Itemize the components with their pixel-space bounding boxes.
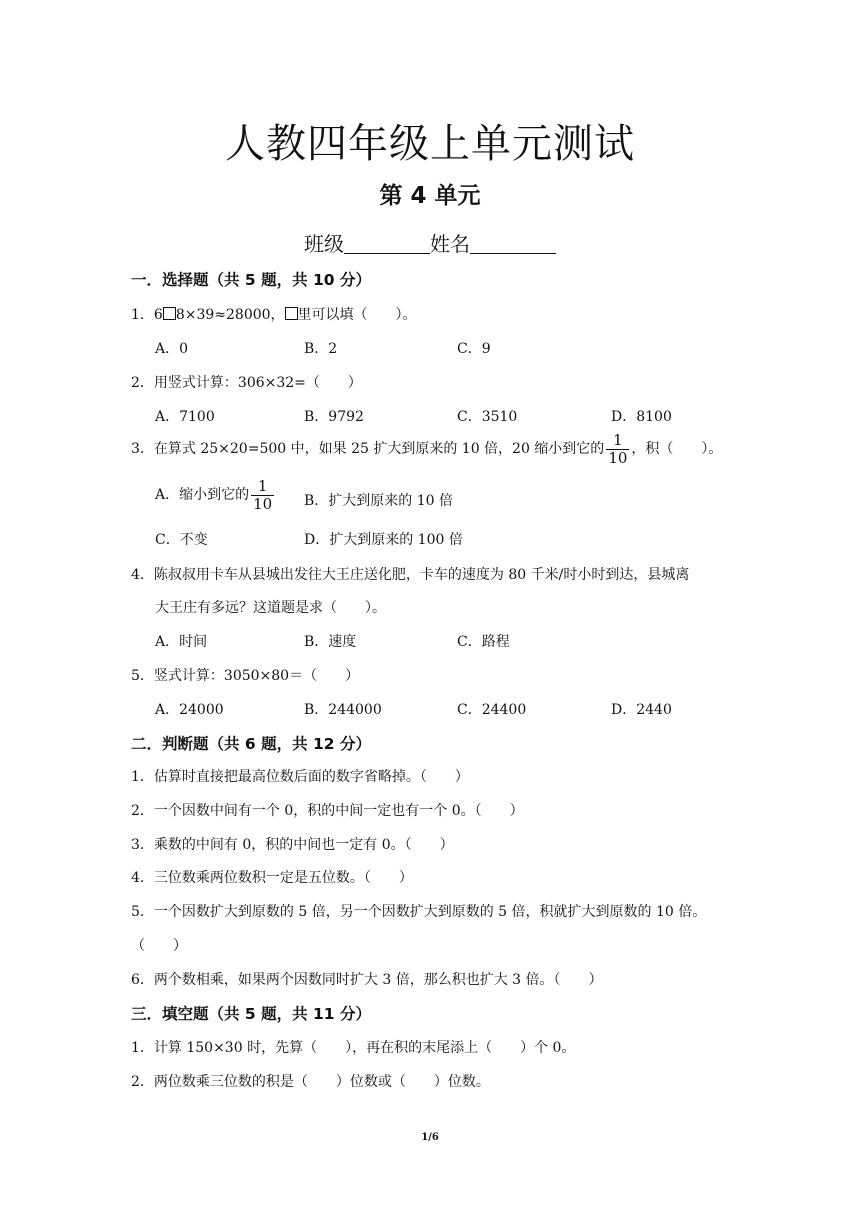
option[interactable]: D．扩大到原来的 100 倍: [304, 532, 463, 548]
option[interactable]: D．8100: [611, 409, 672, 425]
q3-post: ，积（ ）。: [631, 441, 723, 457]
option[interactable]: A．0: [155, 341, 189, 357]
name-label: 姓名: [430, 232, 470, 256]
question-1: [131, 304, 417, 324]
option[interactable]: A．7100: [155, 409, 215, 425]
option[interactable]: A．时间: [155, 634, 208, 650]
option[interactable]: B．2: [304, 341, 338, 357]
option[interactable]: A．24000: [155, 702, 224, 718]
option[interactable]: B．244000: [304, 702, 382, 718]
name-blank[interactable]: [470, 233, 556, 254]
option[interactable]: B．速度: [304, 634, 357, 650]
section-heading: 一．选择题（共 5 题，共 10 分）: [131, 271, 371, 289]
option[interactable]: C．3510: [457, 409, 518, 425]
judge-item: 3．乘数的中间有 0，积的中间也一定有 0。（ ）: [131, 837, 454, 853]
fraction: [606, 432, 629, 466]
fraction: [251, 478, 274, 512]
q1-post: 里可以填（ ）。: [297, 307, 417, 323]
section-heading: 三．填空题（共 5 题，共 11 分）: [131, 1005, 371, 1023]
question-3: [131, 432, 722, 466]
class-label: 班级: [304, 232, 344, 256]
fill-item: 1．计算 150×30 时，先算（ ），再在积的末尾添上（ ）个 0。: [131, 1040, 576, 1056]
judge-item: 5．一个因数扩大到原数的 5 倍，另一个因数扩大到原数的 5 倍，积就扩大到原数的 10 倍。: [131, 904, 707, 920]
class-blank[interactable]: [344, 233, 430, 254]
question-4: 4．陈叔叔用卡车从县城出发往大王庄送化肥，卡车的速度为 80 千米/时小时到达，县城离: [131, 567, 690, 583]
section-heading: 二．判断题（共 6 题，共 12 分）: [131, 735, 371, 753]
fill-item: 2．两位数乘三位数的积是（ ）位数或（ ）位数。: [131, 1074, 490, 1090]
judge-item: 6．两个数相乘，如果两个因数同时扩大 3 倍，那么积也扩大 3 倍。（ ）: [131, 972, 603, 988]
q1-mid: 8×39≈28000，: [175, 307, 285, 323]
fraction-denominator: 10: [253, 494, 273, 513]
q3-optA-pre: A．缩小到它的: [155, 487, 250, 503]
class-name-line: [0, 228, 860, 257]
option[interactable]: [155, 478, 276, 512]
option[interactable]: C．9: [457, 341, 491, 357]
fraction-denominator: 10: [608, 448, 628, 467]
fraction-numerator: 1: [257, 477, 268, 495]
square-box-icon: [163, 307, 176, 320]
q3-pre: 3．在算式 25×20=500 中，如果 25 扩大到原来的 10 倍，20 缩小到它的: [131, 441, 605, 457]
unit-subtitle: 第 4 单元: [379, 183, 481, 209]
page-title: 人教四年级上单元测试: [225, 121, 635, 167]
question-2: 2．用竖式计算：306×32=（ ）: [131, 375, 362, 391]
option[interactable]: C．路程: [457, 634, 510, 650]
judge-item: 1．估算时直接把最高位数后面的数字省略掉。（ ）: [131, 769, 469, 785]
option[interactable]: C．不变: [155, 532, 208, 548]
judge-item: 2．一个因数中间有一个 0，积的中间一定也有一个 0。（ ）: [131, 803, 524, 819]
option[interactable]: C．24400: [457, 702, 527, 718]
square-box-icon: [285, 307, 298, 320]
fraction-numerator: 1: [613, 431, 623, 449]
answer-paren: （ ）: [131, 938, 187, 954]
q1-pre: 1．6: [131, 307, 163, 323]
option[interactable]: B．扩大到原来的 10 倍: [304, 493, 454, 509]
page-number: 1/6: [421, 1132, 439, 1143]
question-5: 5．竖式计算：3050×80＝（ ）: [131, 668, 360, 684]
question-4-cont: 大王庄有多远？这道题是求（ ）。: [155, 600, 386, 616]
judge-item: 4．三位数乘两位数积一定是五位数。（ ）: [131, 870, 413, 886]
option[interactable]: D．2440: [611, 702, 672, 718]
option[interactable]: B．9792: [304, 409, 364, 425]
